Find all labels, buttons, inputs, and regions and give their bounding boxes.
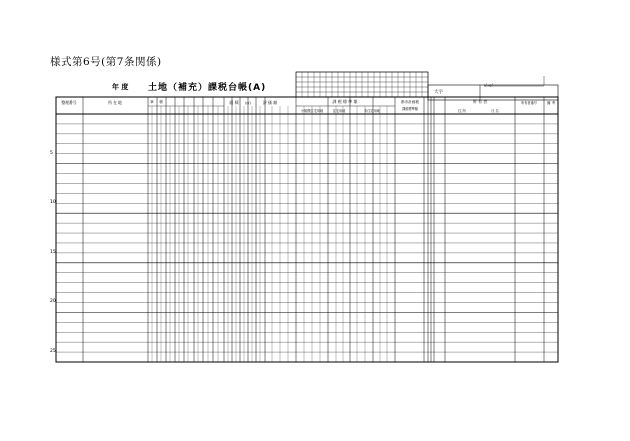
row-number-marker: 25 — [50, 349, 56, 355]
col-number-header: 整理番号 — [61, 100, 77, 105]
col-tax-sub3: 非住宅用地 — [364, 109, 380, 113]
aza-label: 大字 — [434, 90, 443, 95]
col-area-unit: (㎡) — [245, 101, 251, 105]
col-owner-name: 氏 名 — [491, 109, 499, 113]
row-number-marker: 10 — [50, 200, 56, 206]
col-remarks-header: 備 考 — [546, 101, 556, 105]
row-number-marker: 20 — [50, 299, 56, 305]
col-owner-header: 所 有 者 — [472, 99, 488, 104]
fiscal-year-label: 年 度 — [112, 83, 129, 91]
col-area-header: 面 積 — [229, 100, 239, 105]
ledger-title: 土地（補充）課税台帳(A) — [148, 83, 267, 93]
col-tax-sub1: 小規模住宅用地 — [300, 109, 324, 113]
row-number-marker: 15 — [50, 249, 56, 255]
col-tax-group-header: 課 税 標 準 額 — [332, 99, 358, 104]
page-label: ﾍﾟｰｼﾞ — [484, 83, 494, 88]
aza-box — [428, 85, 558, 100]
form-id-label: 様式第6号(第7条関係) — [50, 56, 162, 68]
col-owner-code: 所有者番号 — [521, 101, 537, 105]
col-city-plan-header: 都市計画税 — [401, 100, 419, 104]
col-sub1-header: 筆 — [150, 100, 154, 104]
col-tax-sub2: 住宅用地 — [332, 109, 346, 113]
col-sub2-header: 積 — [159, 100, 163, 104]
row-number-marker: 5 — [50, 150, 53, 156]
col-address-header: 所 在 地 — [108, 100, 122, 105]
col-owner-address: 住 所 — [458, 109, 466, 113]
col-city-plan2-header: 課税標準額 — [402, 107, 418, 111]
col-value-header: 評 価 額 — [262, 100, 278, 105]
